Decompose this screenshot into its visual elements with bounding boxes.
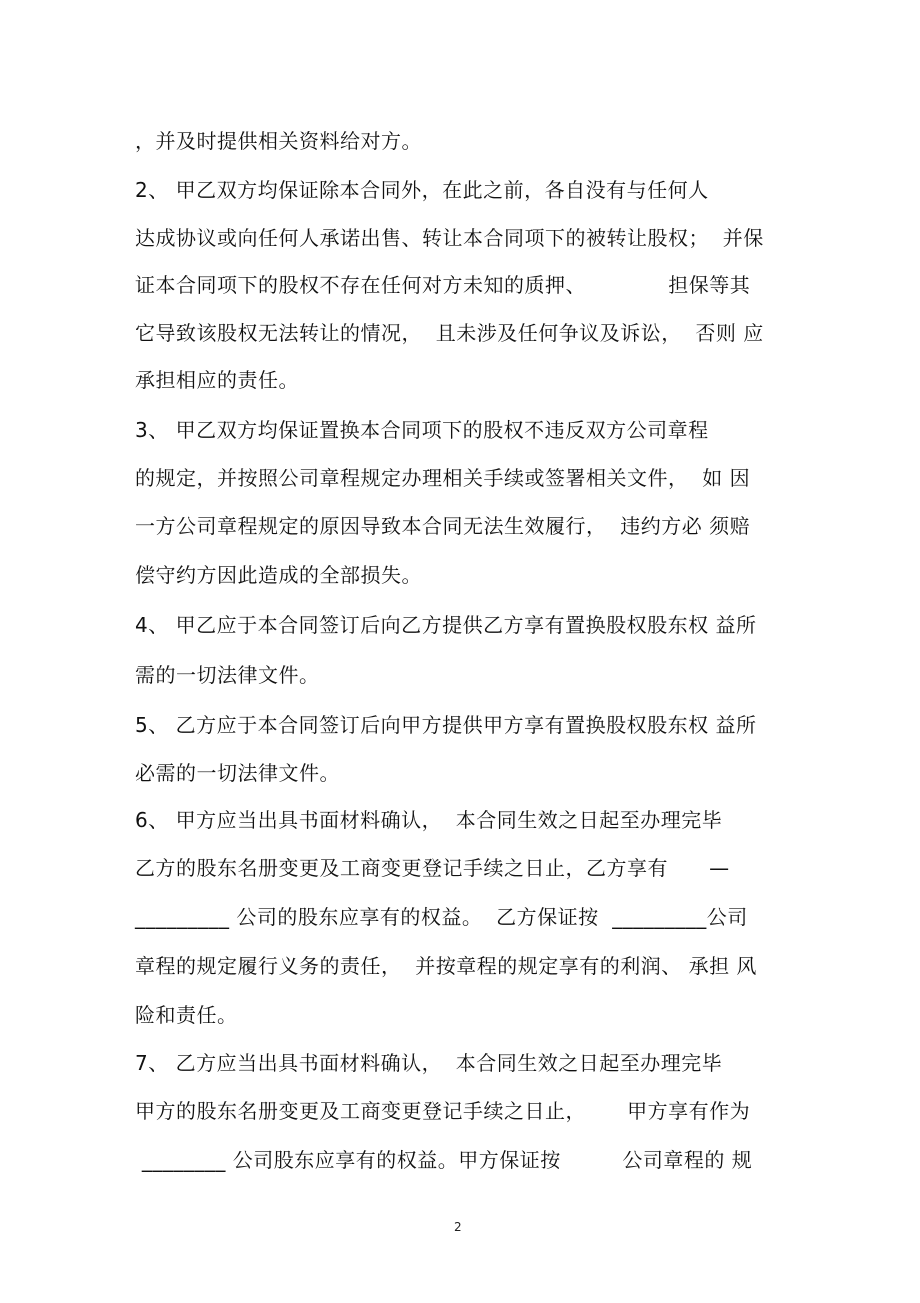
text-line: 6、 甲方应当出具书面材料确认， 本合同生效之日起至办理完毕: [135, 808, 723, 832]
text-line: 乙方的股东名册变更及工商变更登记手续之日止，乙方享有 —: [135, 856, 730, 880]
text-line: ，并及时提供相关资料给对方。: [135, 129, 422, 153]
text-line: 它导致该股权无法转让的情况， 且未涉及任何争议及诉讼， 否则 应: [135, 321, 764, 345]
text-line: 7、 乙方应当出具书面材料确认， 本合同生效之日起至办理完毕: [135, 1051, 723, 1075]
text-line: 险和责任。: [135, 1003, 238, 1027]
text-line: 的规定，并按照公司章程规定办理相关手续或签署相关文件， 如 因: [135, 466, 751, 490]
text-line: ________ 公司股东应享有的权益。甲方保证按 公司章程的 规: [135, 1148, 753, 1172]
text-line: 需的一切法律文件。: [135, 663, 320, 687]
text-line: 证本合同项下的股权不存在任何对方未知的质押、 担保等其: [135, 273, 751, 297]
text-line: 2、 甲乙双方均保证除本合同外，在此之前，各自没有与任何人: [135, 178, 709, 202]
text-line: 达成协议或向任何人承诺出售、转让本合同项下的被转让股权； 并保: [135, 226, 764, 250]
text-line: 甲方的股东名册变更及工商变更登记手续之日止， 甲方享有作为: [135, 1099, 751, 1123]
text-line: 章程的规定履行义务的责任， 并按章程的规定享有的利润、 承担 风: [135, 954, 757, 978]
text-line: 必需的一切法律文件。: [135, 761, 340, 785]
text-line: 4、 甲乙应于本合同签订后向乙方提供乙方享有置换股权股东权 益所: [135, 613, 757, 637]
page-number: 2: [454, 1220, 462, 1234]
text-line: 3、 甲乙双方均保证置换本合同项下的股权不违反双方公司章程: [135, 418, 709, 442]
text-line: _________ 公司的股东应享有的权益。 乙方保证按 _________公司: [135, 905, 748, 929]
text-line: 承担相应的责任。: [135, 368, 299, 392]
text-line: 5、 乙方应于本合同签订后向甲方提供甲方享有置换股权股东权 益所: [135, 713, 757, 737]
text-line: 偿守约方因此造成的全部损失。: [135, 563, 422, 587]
text-line: 一方公司章程规定的原因导致本合同无法生效履行， 违约方必 须赔: [135, 514, 751, 538]
